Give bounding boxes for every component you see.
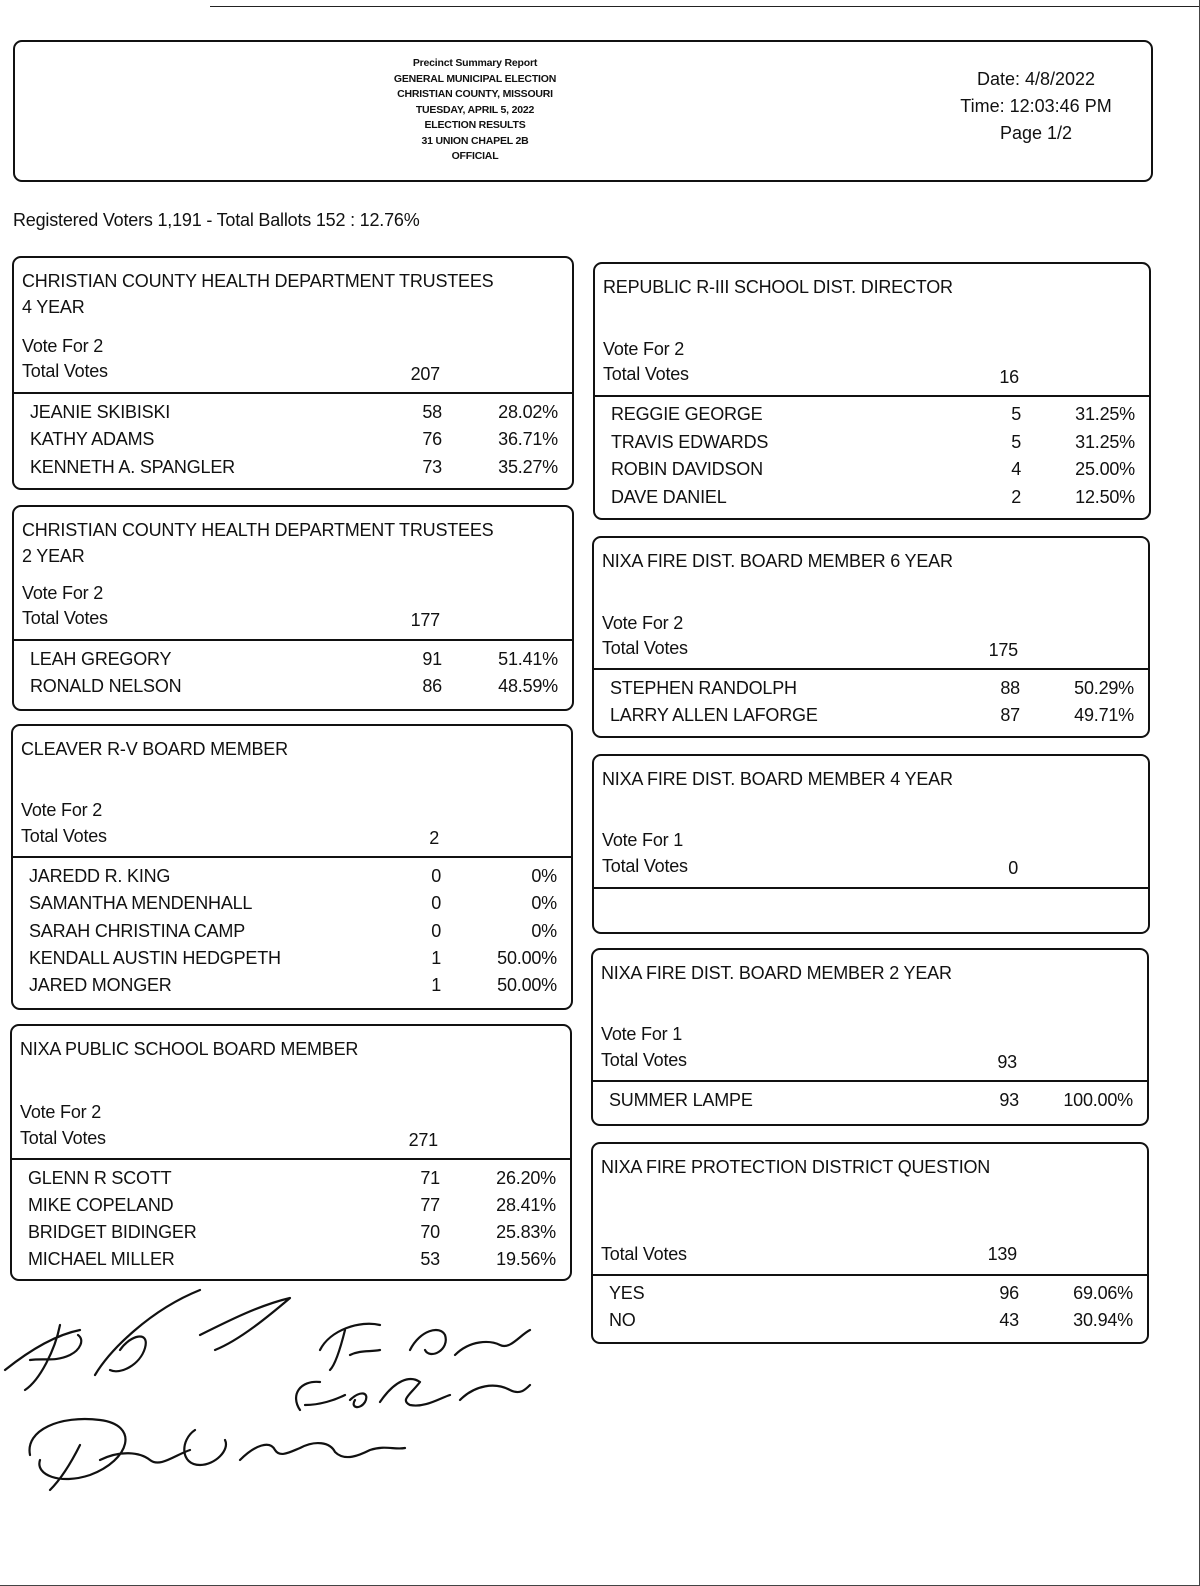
candidate-votes: 91 <box>422 649 442 669</box>
candidate-row <box>30 646 556 673</box>
report-time: Time: 12:03:46 PM <box>960 96 1112 116</box>
candidate-votes: 1 <box>431 948 441 968</box>
divider <box>594 887 1148 889</box>
candidate-percent: 0% <box>531 893 557 913</box>
contest-title: NIXA FIRE DIST. BOARD MEMBER 2 YEAR <box>601 963 952 983</box>
total-votes-value: 177 <box>410 610 440 630</box>
divider <box>14 639 572 641</box>
candidate-votes: 1 <box>431 975 441 995</box>
candidate-row <box>28 1165 554 1192</box>
contest-title: REPUBLIC R-III SCHOOL DIST. DIRECTOR <box>603 277 953 297</box>
vote-for-label: Vote For 2 <box>603 339 685 359</box>
candidate-percent: 31.25% <box>1075 404 1135 424</box>
candidate-name: LARRY ALLEN LAFORGE <box>610 705 818 725</box>
candidate-row <box>30 426 556 453</box>
total-votes-label: Total Votes <box>601 1244 687 1264</box>
candidate-name: KENNETH A. SPANGLER <box>30 457 235 477</box>
total-votes-label: Total Votes <box>601 1050 687 1070</box>
contest-cleaver-board-member <box>11 724 573 1010</box>
candidate-votes: 77 <box>420 1195 440 1215</box>
contest-title: CLEAVER R-V BOARD MEMBER <box>21 739 288 759</box>
candidate-name: REGGIE GEORGE <box>611 404 763 424</box>
candidate-percent: 51.41% <box>498 649 558 669</box>
candidate-name: SARAH CHRISTINA CAMP <box>29 921 246 941</box>
candidate-percent: 30.94% <box>1073 1310 1133 1330</box>
contest-title: NIXA FIRE DIST. BOARD MEMBER 6 YEAR <box>602 551 953 571</box>
registered-voters-summary: Registered Voters 1,191 - Total Ballots 152 : 12.76% <box>13 210 420 230</box>
total-votes-label: Total Votes <box>20 1128 106 1148</box>
candidate-votes: 0 <box>431 921 441 941</box>
candidate-row <box>28 1246 554 1273</box>
contest-nixa-fire-2-year <box>591 948 1149 1126</box>
candidate-row <box>30 399 556 426</box>
candidate-votes: 71 <box>420 1168 440 1188</box>
candidate-row <box>29 890 555 917</box>
contest-title <box>22 517 564 569</box>
total-votes-value: 2 <box>429 828 439 848</box>
candidate-percent: 35.27% <box>498 457 558 477</box>
candidate-row <box>29 863 555 890</box>
total-votes-label: Total Votes <box>22 361 108 381</box>
candidate-votes: 73 <box>422 457 442 477</box>
candidate-name: TRAVIS EDWARDS <box>611 432 769 452</box>
report-header <box>13 40 1153 182</box>
candidate-percent: 50.29% <box>1074 678 1134 698</box>
contest-title: NIXA PUBLIC SCHOOL BOARD MEMBER <box>20 1039 359 1059</box>
contest-republic-school-director <box>593 262 1151 520</box>
candidate-votes: 5 <box>1011 404 1021 424</box>
precinct-name: 31 UNION CHAPEL 2B <box>421 134 529 147</box>
vote-for-label: Vote For 2 <box>602 613 684 633</box>
candidate-row <box>29 918 555 945</box>
signature-4 <box>30 1419 405 1490</box>
signature-2 <box>320 1324 530 1370</box>
candidate-percent: 36.71% <box>498 429 558 449</box>
contest-title: NIXA FIRE PROTECTION DISTRICT QUESTION <box>601 1157 991 1177</box>
candidate-votes: 43 <box>999 1310 1019 1330</box>
candidate-votes: 58 <box>422 402 442 422</box>
total-votes-label: Total Votes <box>22 608 108 628</box>
candidate-votes: 87 <box>1000 705 1020 725</box>
contest-nixa-fire-question <box>591 1142 1149 1344</box>
signature-3 <box>296 1379 530 1410</box>
candidate-row <box>28 1219 554 1246</box>
candidate-name: BRIDGET BIDINGER <box>28 1222 197 1242</box>
candidate-name: RONALD NELSON <box>30 676 182 696</box>
vote-for-label: Vote For 2 <box>22 336 104 356</box>
signatures <box>0 1280 560 1510</box>
candidate-percent: 26.20% <box>496 1168 556 1188</box>
total-votes-value: 175 <box>988 640 1018 660</box>
total-votes-label: Total Votes <box>21 826 107 846</box>
candidate-votes: 96 <box>999 1283 1019 1303</box>
candidate-name: DAVE DANIEL <box>611 487 727 507</box>
page-edge-top <box>210 0 1200 7</box>
candidate-name: SAMANTHA MENDENHALL <box>29 893 253 913</box>
total-votes-value: 271 <box>408 1130 438 1150</box>
candidate-percent: 25.00% <box>1075 459 1135 479</box>
candidate-votes: 76 <box>422 429 442 449</box>
candidate-row <box>28 1192 554 1219</box>
candidate-name: LEAH GREGORY <box>30 649 172 669</box>
candidate-name: KATHY ADAMS <box>30 429 155 449</box>
total-votes-value: 139 <box>987 1244 1017 1264</box>
total-votes-value: 0 <box>1008 858 1018 878</box>
candidate-votes: 88 <box>1000 678 1020 698</box>
candidate-row <box>609 1280 1131 1307</box>
candidate-name: JARED MONGER <box>29 975 172 995</box>
candidate-row <box>611 456 1133 483</box>
contest-nixa-fire-6-year <box>592 536 1150 738</box>
divider <box>13 856 571 858</box>
candidate-percent: 19.56% <box>496 1249 556 1269</box>
candidate-row <box>30 673 556 700</box>
candidate-name: KENDALL AUSTIN HEDGPETH <box>29 948 281 968</box>
candidate-name: ROBIN DAVIDSON <box>611 459 763 479</box>
candidate-name: NO <box>609 1310 636 1330</box>
candidate-percent: 100.00% <box>1063 1090 1133 1110</box>
vote-for-label: Vote For 2 <box>22 583 104 603</box>
candidate-votes: 53 <box>420 1249 440 1269</box>
candidate-row <box>611 401 1133 428</box>
candidate-row <box>610 675 1132 702</box>
candidate-name: MIKE COPELAND <box>28 1195 174 1215</box>
contest-nixa-school-board-member <box>10 1024 572 1281</box>
candidate-percent: 48.59% <box>498 676 558 696</box>
candidate-votes: 4 <box>1011 459 1021 479</box>
divider <box>14 392 572 394</box>
candidate-name: GLENN R SCOTT <box>28 1168 172 1188</box>
divider <box>593 1080 1147 1082</box>
vote-for-label: Vote For 1 <box>601 1024 683 1044</box>
candidate-name: SUMMER LAMPE <box>609 1090 753 1110</box>
candidate-votes: 93 <box>999 1090 1019 1110</box>
candidate-votes: 2 <box>1011 487 1021 507</box>
candidate-percent: 28.41% <box>496 1195 556 1215</box>
candidate-name: MICHAEL MILLER <box>28 1249 175 1269</box>
candidate-name: JAREDD R. KING <box>29 866 171 886</box>
candidate-percent: 69.06% <box>1073 1283 1133 1303</box>
total-votes-value: 93 <box>997 1052 1017 1072</box>
candidate-name: JEANIE SKIBISKI <box>30 402 171 422</box>
page-number: Page 1/2 <box>999 123 1073 143</box>
total-votes-label: Total Votes <box>603 364 689 384</box>
candidate-row <box>611 429 1133 456</box>
candidate-percent: 0% <box>531 921 557 941</box>
contest-title <box>22 268 564 320</box>
total-votes-label: Total Votes <box>602 856 688 876</box>
candidate-percent: 0% <box>531 866 557 886</box>
report-meta <box>931 66 1141 147</box>
candidate-percent: 50.00% <box>497 975 557 995</box>
candidate-percent: 25.83% <box>496 1222 556 1242</box>
candidate-row <box>29 972 555 999</box>
vote-for-label: Vote For 1 <box>602 830 684 850</box>
candidate-name: YES <box>609 1283 645 1303</box>
signature-1 <box>5 1290 290 1390</box>
report-status: OFFICIAL <box>451 150 499 162</box>
report-date: Date: 4/8/2022 <box>976 69 1096 89</box>
total-votes-label: Total Votes <box>602 638 688 658</box>
candidate-row <box>609 1087 1131 1114</box>
candidate-votes: 5 <box>1011 432 1021 452</box>
candidate-row <box>611 484 1133 511</box>
contest-title-line: 2 YEAR <box>22 546 85 566</box>
vote-for-label: Vote For 2 <box>20 1102 102 1122</box>
divider <box>12 1158 570 1160</box>
contest-title-line: 4 YEAR <box>22 297 85 317</box>
contest-nixa-fire-4-year <box>592 754 1150 934</box>
candidate-row <box>610 702 1132 729</box>
candidate-percent: 12.50% <box>1075 487 1135 507</box>
total-votes-value: 16 <box>999 367 1019 387</box>
divider <box>595 395 1149 397</box>
county-name: CHRISTIAN COUNTY, MISSOURI <box>397 88 553 100</box>
report-title: Precinct Summary Report <box>412 57 538 69</box>
contest-health-trustees-4-year <box>12 256 574 490</box>
election-date: TUESDAY, APRIL 5, 2022 <box>415 103 535 116</box>
divider <box>593 1274 1147 1276</box>
candidate-percent: 50.00% <box>497 948 557 968</box>
contest-title-line: CHRISTIAN COUNTY HEALTH DEPARTMENT TRUSTEES <box>22 520 494 540</box>
report-header-titles <box>375 56 575 165</box>
contest-title-line: CHRISTIAN COUNTY HEALTH DEPARTMENT TRUSTEES <box>22 271 494 291</box>
candidate-row <box>30 454 556 481</box>
candidate-percent: 28.02% <box>498 402 558 422</box>
candidate-name: STEPHEN RANDOLPH <box>610 678 797 698</box>
divider <box>594 668 1148 670</box>
results-label: ELECTION RESULTS <box>424 119 526 131</box>
candidate-votes: 0 <box>431 893 441 913</box>
vote-for-label: Vote For 2 <box>21 800 103 820</box>
candidate-votes: 70 <box>420 1222 440 1242</box>
contest-health-trustees-2-year <box>12 505 574 711</box>
candidate-row <box>29 945 555 972</box>
contest-title: NIXA FIRE DIST. BOARD MEMBER 4 YEAR <box>602 769 953 789</box>
candidate-row <box>609 1307 1131 1334</box>
candidate-percent: 31.25% <box>1075 432 1135 452</box>
election-name: GENERAL MUNICIPAL ELECTION <box>393 72 557 85</box>
total-votes-value: 207 <box>410 364 440 384</box>
candidate-votes: 0 <box>431 866 441 886</box>
candidate-votes: 86 <box>422 676 442 696</box>
candidate-percent: 49.71% <box>1074 705 1134 725</box>
